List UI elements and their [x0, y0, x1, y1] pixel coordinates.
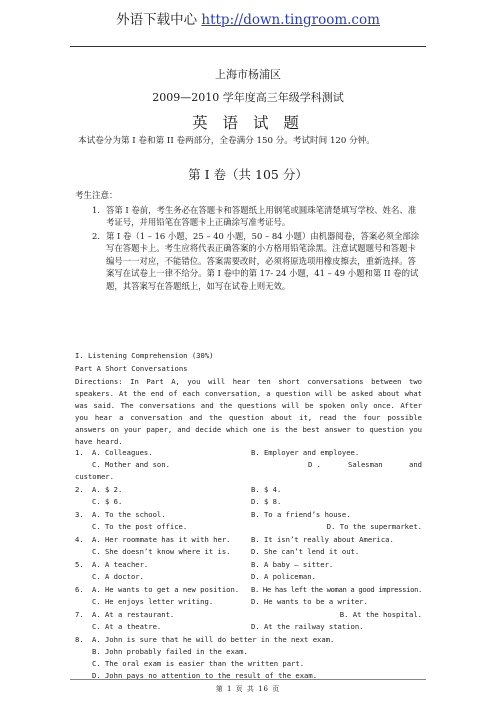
question-row — [75, 459, 425, 471]
option-a: A. $ 2. — [92, 485, 123, 494]
directions-text: Directions: In Part A, you will hear ten short conversations between two speakers. At the end of each conversation, a question will be asked about what was said. The conversations and the questions will be spoken only once. After you hear a conversation and the question about it, read the four possible answers on your paper, and decide which one is the best answer to question you have heard. — [75, 377, 422, 446]
option-c: C. He enjoys letter writing. — [92, 597, 214, 606]
question-row — [75, 621, 425, 633]
header-divider — [70, 46, 426, 47]
option-c: C. To the post office. — [92, 522, 188, 531]
question-row — [75, 484, 425, 496]
section-heading: I. Listening Comprehension (30%) — [75, 351, 214, 360]
page-header — [0, 0, 496, 40]
option-b: B. He has left the woman a good impression. — [251, 585, 423, 594]
option-d: D. John pays no attention to the result of the exam. — [92, 671, 318, 680]
question-row — [75, 471, 425, 483]
note-text: 第 I 卷（1 – 16 小题，25 – 40 小题，50 – 84 小题）由机器阅卷，答案必须全部涂写在答题卡上。考生应将代表正确答案的小方格用铅笔涂黑。注意试题题号和答题卡编号一一对应，不能错位。答案需要改时，必须将原选项用橡皮擦去，重新选择。答案写在试卷上一律不给分。第 I 卷中的第 17- 24 小题，41 – 49 小题和第 II 卷的试题，其答案写在答题纸上，如写在试卷上则无效。 — [106, 231, 420, 291]
option-d: D. He wants to be a writer. — [251, 597, 368, 606]
question-row — [75, 609, 425, 621]
note-item — [92, 204, 424, 229]
note-number: 2. — [92, 231, 100, 241]
option-d: D. $ 8. — [251, 497, 282, 506]
question-row — [75, 534, 425, 546]
option-d: D. To the supermarket. — [326, 522, 422, 531]
option-d: D. She can’t lend it out. — [251, 547, 360, 556]
note-number: 1. — [92, 205, 100, 215]
question-number: 4. — [75, 535, 84, 544]
question-number: 8. — [75, 635, 84, 644]
question-row — [75, 646, 425, 658]
page-number: 第 1 页 共 16 页 — [215, 685, 281, 693]
question-row — [75, 509, 425, 521]
option-a: A. To the school. — [92, 510, 166, 519]
question-row — [75, 596, 425, 608]
question-row — [75, 521, 425, 533]
option-c: C. The oral exam is easier than the written part. — [92, 659, 305, 668]
option-c: C. Mother and son. — [92, 460, 170, 469]
option-a: A. At a restaurant. — [92, 610, 175, 619]
option-c: C. A doctor. — [92, 572, 144, 581]
footer-divider — [70, 679, 426, 680]
site-name: 外语下载中心 — [116, 12, 198, 28]
option-b: B. Employer and employee. — [251, 448, 360, 457]
option-b: B. At the hospital. — [339, 610, 422, 619]
question-row — [75, 634, 425, 646]
option-b: B. $ 4. — [251, 485, 282, 494]
question-row — [75, 447, 425, 459]
part-one-title: 第 I 卷（共 105 分） — [188, 167, 308, 182]
exam-district: 上海市杨浦区 — [215, 68, 281, 81]
option-a: A. He wants to get a new position. — [92, 585, 240, 594]
option-b: B. To a friend’s house. — [251, 510, 351, 519]
question-row — [75, 496, 425, 508]
option-d: D. At the railway station. — [251, 622, 364, 631]
exam-subject-title: 英 语 试 题 — [192, 114, 304, 132]
option-a: A. A teacher. — [92, 560, 149, 569]
option-d-wrap: customer. — [75, 472, 114, 481]
option-b: B. It isn’t really about America. — [251, 535, 394, 544]
option-b: B. A baby – sitter. — [251, 560, 334, 569]
question-number: 6. — [75, 585, 84, 594]
note-item — [92, 230, 424, 292]
question-row — [75, 584, 425, 596]
question-row — [75, 546, 425, 558]
notes-label: 考生注意： — [75, 191, 118, 201]
option-a: A. John is sure that he will do better in the next exam. — [92, 635, 335, 644]
option-c: C. $ 6. — [92, 497, 123, 506]
question-number: 1. — [75, 448, 84, 457]
part-heading: Part A Short Conversations — [75, 364, 188, 373]
option-b: B. John probably failed in the exam. — [92, 647, 248, 656]
exam-instructions: 本试卷分为第 I 卷和第 II 卷两部分，全卷满分 150 分。考试时间 120 分钟。 — [78, 136, 375, 146]
question-number: 7. — [75, 610, 84, 619]
note-text: 答第 I 卷前，考生务必在答题卡和答题纸上用钢笔或圆珠笔清楚填写学校、姓名、准考证号，并用铅笔在答题卡上正确涂写准考证号。 — [106, 205, 417, 228]
option-c: C. She doesn’t know where it is. — [92, 547, 231, 556]
option-d-word: and — [409, 460, 422, 469]
option-d-word: Salesman — [348, 460, 383, 469]
question-row — [75, 658, 425, 670]
question-row — [75, 571, 425, 583]
option-d: D. A policeman. — [251, 572, 316, 581]
question-number: 2. — [75, 485, 84, 494]
question-row — [75, 670, 425, 682]
option-d-label: D . — [308, 460, 321, 469]
question-row — [75, 559, 425, 571]
question-number: 5. — [75, 560, 84, 569]
exam-year: 2009—2010 学年度高三年级学科测试 — [152, 91, 344, 104]
option-a: A. Her roommate has it with her. — [92, 535, 231, 544]
option-c: C. At a theatre. — [92, 622, 162, 631]
site-url-link[interactable]: http://down.tingroom.com — [201, 12, 380, 28]
option-a: A. Colleagues. — [92, 448, 153, 457]
question-number: 3. — [75, 510, 84, 519]
